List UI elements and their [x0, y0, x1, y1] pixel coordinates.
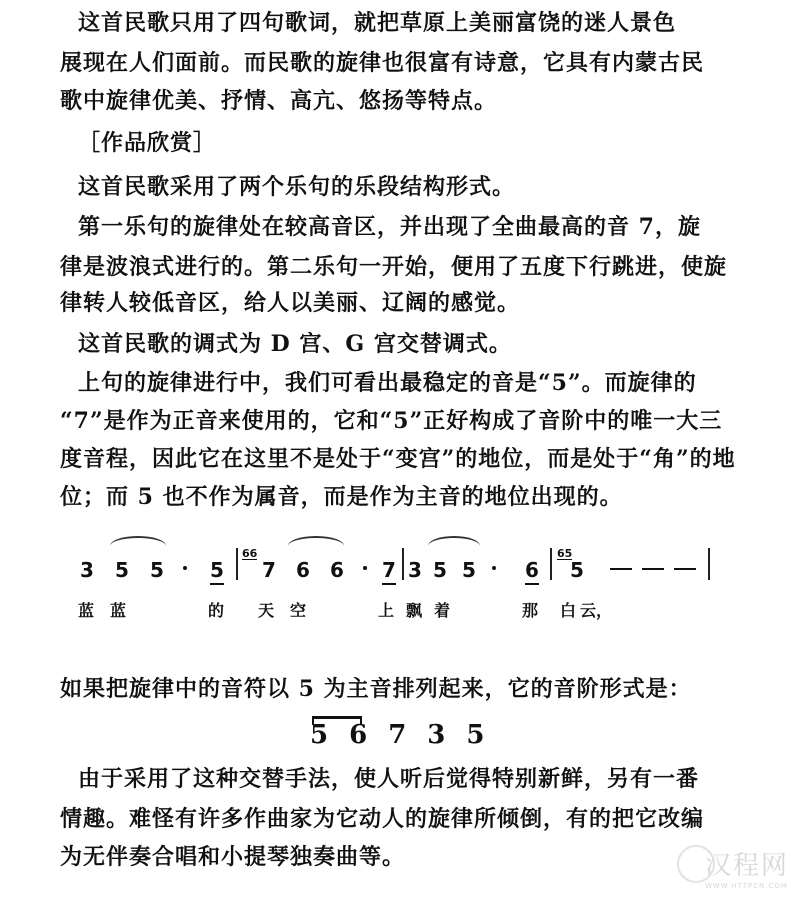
note: 6 [525, 558, 539, 585]
grace-notes: 65 [557, 547, 573, 560]
watermark-url: WWW.HTTPCN.COM [705, 882, 788, 890]
scale-notes [310, 720, 505, 750]
lyric: 上 [378, 601, 395, 620]
note: 6 [296, 558, 310, 582]
note: 5 [150, 558, 164, 582]
dash [674, 568, 696, 570]
dot [363, 566, 367, 570]
note: 5 [210, 558, 224, 585]
phrase-line-3: 律转人较低音区，给人以美丽、辽阔的感觉。 [60, 290, 521, 316]
note: 6 [330, 558, 344, 582]
conclusion-line-3: 为无伴奏合唱和小提琴独奏曲等。 [60, 844, 406, 870]
analysis-line-4: 位；而 5 也不作为属音，而是作为主音的地位出现的。 [60, 484, 623, 510]
mode-line: 这首民歌的调式为 D 宫、G 宫交替调式。 [78, 331, 512, 357]
intro-line-3: 歌中旋律优美、抒情、高亢、悠扬等特点。 [60, 88, 498, 114]
conclusion-line-1: 由于采用了这种交替手法，使人听后觉得特别新鲜，另有一番 [78, 766, 700, 792]
lyric: 白 [560, 601, 577, 620]
watermark-name: 汉程网 [705, 851, 790, 881]
dot [492, 566, 496, 570]
intro-line-1: 这首民歌只用了四句歌词，就把草原上美丽富饶的迷人景色 [78, 10, 677, 36]
barline [550, 548, 552, 580]
phrase-line-2: 律是波浪式进行的。第二乐句一开始，便用了五度下行跳进，使旋 [60, 254, 728, 280]
note: 3 [408, 558, 422, 582]
scale-intro: 如果把旋律中的音符以 5 为主音排列起来，它的音阶形式是： [60, 676, 692, 702]
lyric: 着 [434, 601, 451, 620]
scale-note: 7 [388, 720, 407, 750]
lyric: 那 [522, 601, 539, 620]
slur [110, 536, 166, 556]
jianpu-score [70, 548, 730, 588]
lyrics [70, 598, 670, 628]
lyric: 蓝 [110, 601, 127, 620]
note: 7 [382, 558, 396, 585]
analysis-line-2: “7”是作为正音来使用的，它和“5”正好构成了音阶中的唯一大三 [60, 408, 723, 434]
slur [428, 536, 480, 556]
lyric: 云， [580, 601, 613, 620]
note: 7 [262, 558, 276, 582]
barline [708, 548, 710, 580]
lyric: 飘 [406, 601, 423, 620]
phrase-line-1: 第一乐句的旋律处在较高音区，并出现了全曲最高的音 7，旋 [78, 214, 701, 240]
lyric: 蓝 [78, 601, 95, 620]
intro-line-2: 展现在人们面前。而民歌的旋律也很富有诗意，它具有内蒙古民 [60, 50, 705, 76]
lyric: 的 [208, 601, 225, 620]
structure-line: 这首民歌采用了两个乐句的乐段结构形式。 [78, 174, 516, 200]
analysis-line-3: 度音程，因此它在这里不是处于“变宫”的地位，而是处于“角”的地 [60, 446, 736, 472]
note: 5 [433, 558, 447, 582]
barline [236, 548, 238, 580]
watermark-logo-icon [677, 845, 715, 883]
conclusion-line-2: 情趣。难怪有许多作曲家为它动人的旋律所倾倒，有的把它改编 [60, 806, 705, 832]
scale-note: 5 [310, 720, 329, 750]
note: 3 [80, 558, 94, 582]
note: 5 [570, 558, 584, 582]
dash [642, 568, 664, 570]
lyric: 天 [258, 601, 275, 620]
slur [288, 536, 344, 556]
section-heading: ［作品欣赏］ [78, 130, 217, 156]
lyric: 空 [290, 601, 307, 620]
analysis-line-1: 上句的旋律进行中，我们可看出最稳定的音是“5”。而旋律的 [78, 370, 697, 396]
barline [402, 548, 404, 580]
scale-note: 3 [427, 720, 446, 750]
scale-note: 6 [349, 720, 368, 750]
dot [183, 566, 187, 570]
grace-notes: 66 [242, 547, 258, 560]
note: 5 [462, 558, 476, 582]
note: 5 [115, 558, 129, 582]
scale-note: 5 [466, 720, 485, 750]
watermark [685, 845, 789, 890]
dash [610, 568, 632, 570]
